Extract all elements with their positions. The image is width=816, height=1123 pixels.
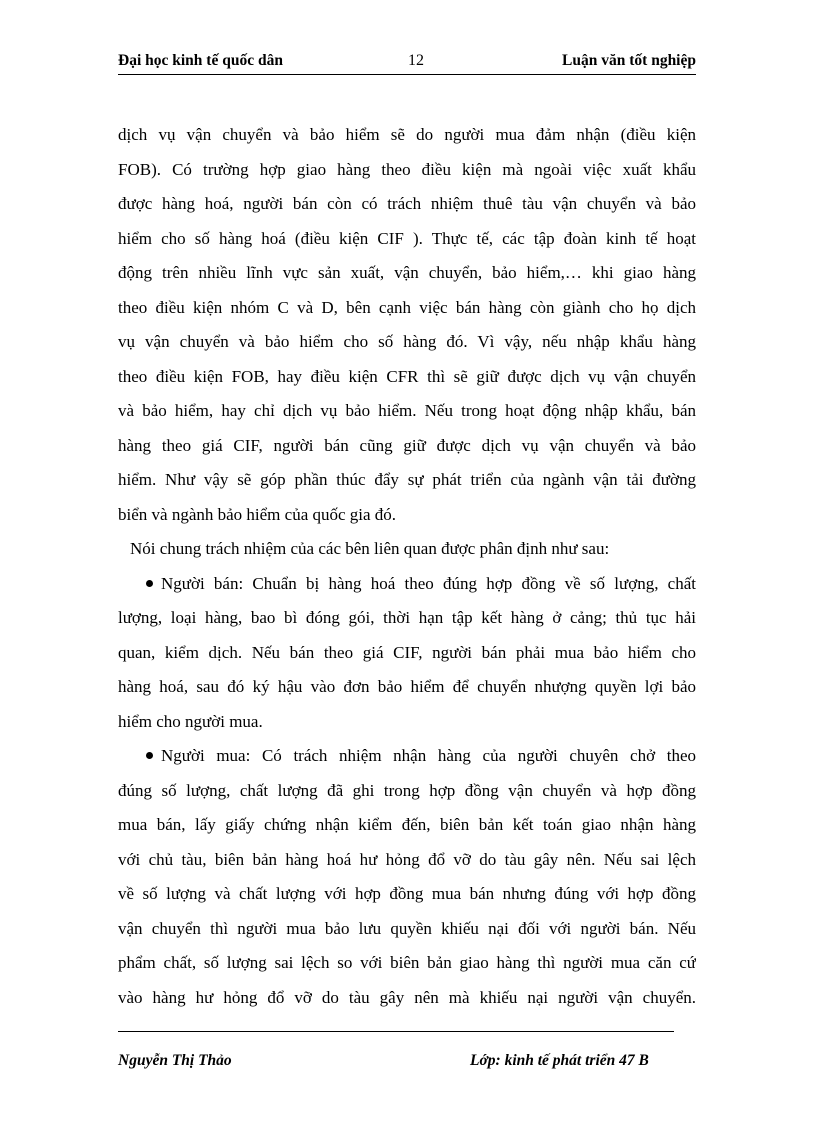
text-line: quan, kiểm dịch. Nếu bán theo giá CIF, người bán phải mua bảo hiểm cho bbox=[118, 642, 696, 662]
text-line: được hàng hoá, người bán còn có trách nhiệm thuê tàu vận chuyển và bảo bbox=[118, 194, 696, 213]
text-line: về số lượng và chất lượng với hợp đồng mua bán nhưng đúng với hợp đồng bbox=[118, 884, 696, 903]
text-line: theo điều kiện nhóm C và D, bên cạnh việc bán hàng còn giành cho họ dịch bbox=[118, 297, 696, 317]
text-line: mua bán, lấy giấy chứng nhận kiểm đến, biên bản kết toán giao nhận hàng bbox=[118, 815, 696, 834]
text-line: theo điều kiện FOB, hay điều kiện CFR thì sẽ giữ được dịch vụ vận chuyển bbox=[118, 366, 696, 386]
bullet-buyer bbox=[118, 739, 696, 1015]
text-line: hàng hoá, sau đó ký hậu vào đơn bảo hiểm để chuyển nhượng quyền lợi bảo bbox=[118, 677, 696, 696]
text-line: biển và ngành bảo hiểm của quốc gia đó. bbox=[118, 504, 397, 524]
text-line: hiểm cho số hàng hoá (điều kiện CIF ). Thực tế, các tập đoàn kinh tế hoạt bbox=[118, 228, 696, 248]
text-line: và bảo hiểm, hay chỉ dịch vụ bảo hiểm. Nếu trong hoạt động nhập khẩu, bán bbox=[118, 401, 696, 420]
text-line: vận chuyển thì người mua bảo lưu quyền khiếu nại đối với người bán. Nếu bbox=[118, 918, 696, 938]
text-line: vụ vận chuyển và bảo hiểm cho số hàng đó. Vì vậy, nếu nhập khẩu hàng bbox=[118, 332, 696, 351]
text-line: dịch vụ vận chuyển và bảo hiểm sẽ do người mua đảm nhận (điều kiện bbox=[118, 125, 696, 144]
paragraph-2 bbox=[118, 532, 696, 567]
bullet-first-line bbox=[118, 567, 696, 602]
text-line: đúng số lượng, chất lượng đã ghi trong hợp đồng vận chuyển và hợp đồng bbox=[118, 780, 696, 800]
bullet-text: Người bán: Chuẩn bị hàng hoá theo đúng hợp đồng về số lượng, chất bbox=[161, 573, 696, 593]
text-line: động trên nhiều lĩnh vực sản xuất, vận chuyển, bảo hiểm,… khi giao hàng bbox=[118, 263, 696, 282]
text-line: hiểm. Như vậy sẽ góp phần thúc đẩy sự phát triển của ngành vận tải đường bbox=[118, 470, 696, 489]
header-university: Đại học kinh tế quốc dân bbox=[118, 52, 283, 69]
document-body bbox=[118, 118, 696, 1015]
text-line: hàng theo giá CIF, người bán cũng giữ được dịch vụ vận chuyển và bảo bbox=[118, 435, 696, 455]
page-header bbox=[118, 48, 696, 75]
footer-divider bbox=[118, 1031, 674, 1032]
footer-author: Nguyễn Thị Thảo bbox=[118, 1052, 232, 1069]
text-line: Nói chung trách nhiệm của các bên liên quan được phân định như sau: bbox=[130, 539, 610, 558]
footer-class: Lớp: kinh tế phát triển 47 B bbox=[470, 1052, 649, 1069]
text-line: phẩm chất, số lượng sai lệch so với biên bản giao hàng thì người mua căn cứ bbox=[118, 953, 696, 972]
text-line: FOB). Có trường hợp giao hàng theo điều kiện mà ngoài việc xuất khẩu bbox=[118, 159, 696, 179]
text-line: lượng, loại hàng, bao bì đóng gói, thời hạn tập kết hàng ở cảng; thủ tục hải bbox=[118, 608, 696, 627]
text-line: với chủ tàu, biên bản hàng hoá hư hỏng đổ vỡ do tàu gây nên. Nếu sai lệch bbox=[118, 849, 696, 869]
bullet-icon bbox=[146, 580, 153, 587]
bullet-seller bbox=[118, 567, 696, 740]
paragraph-1 bbox=[118, 118, 696, 532]
bullet-text: Người mua: Có trách nhiệm nhận hàng của người chuyên chở theo bbox=[161, 746, 696, 765]
header-thesis-title: Luận văn tốt nghiệp bbox=[562, 52, 696, 69]
bullet-icon bbox=[146, 752, 153, 759]
text-line: hiểm cho người mua. bbox=[118, 711, 263, 731]
bullet-first-line bbox=[118, 739, 696, 774]
page-number: 12 bbox=[408, 52, 424, 69]
text-line: vào hàng hư hỏng đổ vỡ do tàu gây nên mà khiếu nại người vận chuyển. bbox=[118, 987, 696, 1007]
